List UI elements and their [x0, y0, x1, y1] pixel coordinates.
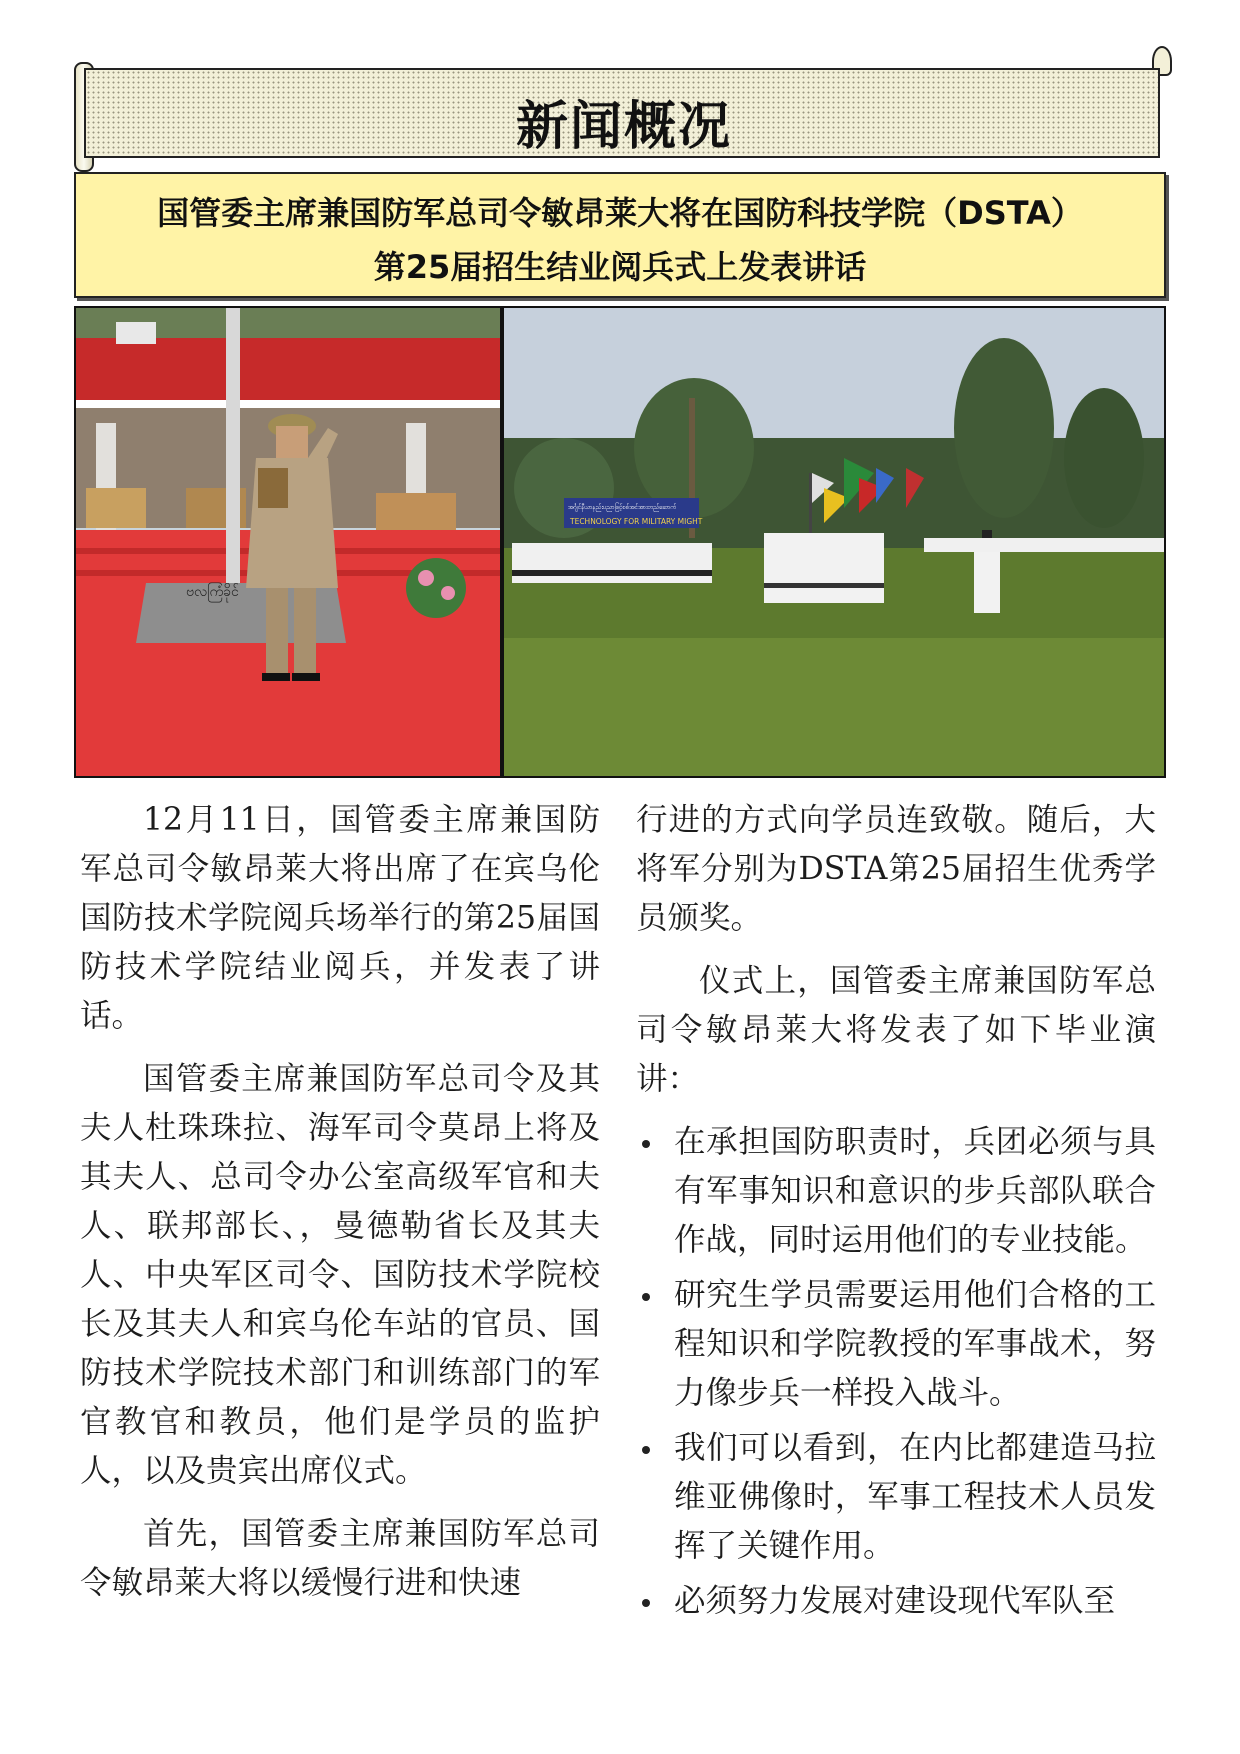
- list-item-text: 在承担国防职责时，兵团必须与具有军事知识和意识的步兵部队联合作战，同时运用他们的专业技能。: [674, 1124, 1156, 1258]
- bullet-dot-icon: [642, 1293, 650, 1301]
- svg-text:TECHNOLOGY FOR MILITARY MIGHT: TECHNOLOGY FOR MILITARY MIGHT: [570, 517, 703, 526]
- paragraph-2: 国管委主席兼国防军总司令及其夫人杜珠珠拉、海军司令莫昂上将及其夫人、总司令办公室高级军官和夫人、联邦部长、，曼德勒省长及其夫人、中央军区司令、国防技术学院校长及其夫人和宾乌伦车站的官员、国防技术学院技术部门和训练部门的军官教官和教员，他们是学员的监护人，以及贵宾出席仪式。: [80, 1061, 600, 1489]
- photo-general-saluting: [76, 308, 500, 776]
- paragraph-1: 12月11日，国管委主席兼国防军总司令敏昂莱大将出席了在宾乌伦国防技术学院阅兵场举行的第25届国防技术学院结业阅兵，并发表了讲话。: [80, 802, 600, 1034]
- page-title: 新闻概况: [515, 97, 732, 157]
- svg-text:အင်္ဂျင်နီယာနည်းပညာဖြင့်စစ်အင်: အင်္ဂျင်နီယာနည်းပညာဖြင့်စစ်အင်အားတည်ဆောက်: [568, 504, 677, 511]
- bullet-dot-icon: [642, 1599, 650, 1607]
- headline-box: [74, 172, 1166, 298]
- paragraph-3: 首先，国管委主席兼国防军总司令敏昂莱大将以缓慢行进和快速: [80, 1516, 600, 1601]
- list-item: [636, 1577, 1156, 1626]
- paragraph-4: 行进的方式向学员连致敬。随后，大将军分别为DSTA第25届招生优秀学员颁奖。: [636, 802, 1156, 936]
- article-column-right: [636, 796, 1156, 1632]
- list-item-text: 必须努力发展对建设现代军队至: [674, 1583, 1116, 1619]
- bullet-dot-icon: [642, 1140, 650, 1148]
- list-item-text: 研究生学员需要运用他们合格的工程知识和学院教授的军事战术，努力像步兵一样投入战斗。: [674, 1277, 1156, 1411]
- speech-points-list: [636, 1118, 1156, 1626]
- list-item: [636, 1271, 1156, 1418]
- list-item-text: 我们可以看到，在内比都建造马拉维亚佛像时，军事工程技术人员发挥了关键作用。: [674, 1430, 1156, 1564]
- photo-parade-field: [504, 308, 1164, 776]
- headline-line-1: 国管委主席兼国防军总司令敏昂莱大将在国防科技学院（DSTA）: [157, 194, 1083, 232]
- list-item: [636, 1118, 1156, 1265]
- paragraph-5: 仪式上，国管委主席兼国防军总司令敏昂莱大将发表了如下毕业演讲：: [636, 963, 1156, 1097]
- list-item: [636, 1424, 1156, 1571]
- svg-text:ဗလကြံခိုင်: ဗလကြံခိုင်: [186, 584, 239, 600]
- photo-strip: [74, 306, 1166, 778]
- title-banner: [74, 60, 1174, 160]
- headline-line-2: 第25届招生结业阅兵式上发表讲话: [373, 248, 867, 286]
- article-column-left: [80, 796, 600, 1622]
- bullet-dot-icon: [642, 1446, 650, 1454]
